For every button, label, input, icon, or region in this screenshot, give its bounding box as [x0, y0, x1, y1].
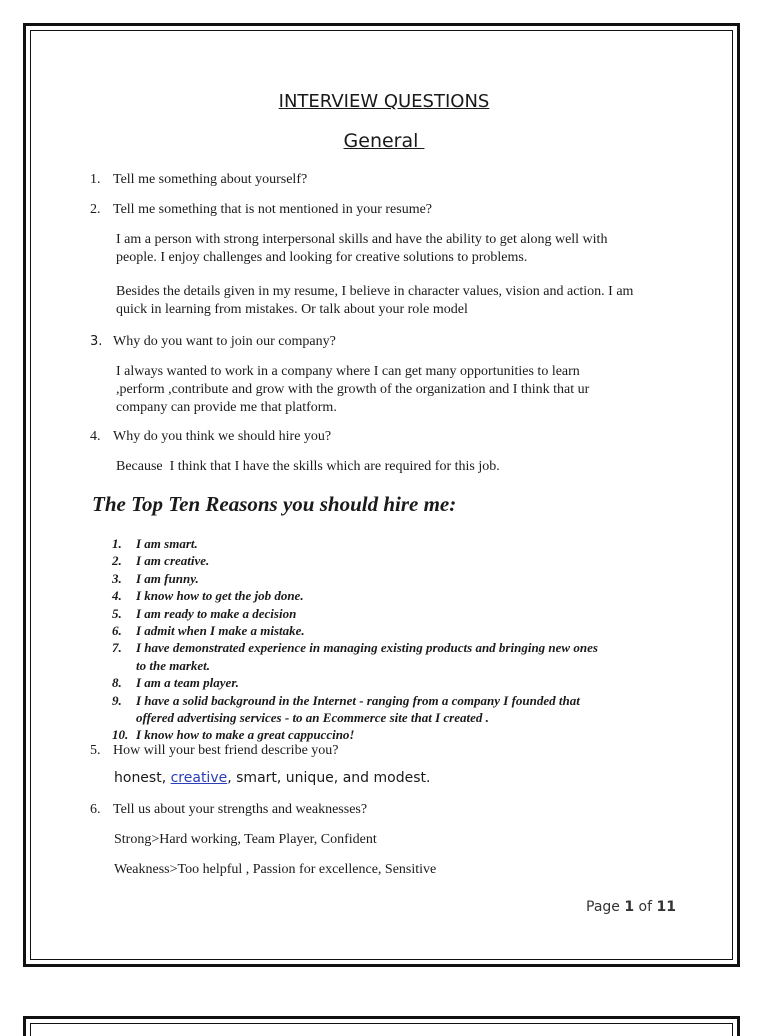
answer-line: ,perform ,contribute and grow with the growth of the organization and I think that ur	[116, 382, 590, 397]
question-number: 2.	[90, 202, 101, 217]
answer-paragraph	[116, 231, 607, 267]
answer-line: Besides the details given in my resume, I believe in character values, vision and action. I am	[116, 284, 634, 299]
list-item	[112, 570, 598, 587]
list-text: I am ready to make a decision	[136, 605, 297, 621]
list-number: 2.	[112, 553, 122, 569]
question-number: 3.	[90, 334, 103, 349]
question-number: 1.	[90, 172, 101, 187]
list-text: I admit when I make a mistake.	[136, 623, 305, 639]
answer-paragraph	[116, 363, 589, 417]
answer-line: I always wanted to work in a company where I can get many opportunities to learn	[116, 364, 580, 379]
document-title: INTERVIEW QUESTIONS	[278, 91, 490, 112]
question-text: How will your best friend describe you?	[113, 743, 339, 758]
list-number: 7.	[112, 640, 122, 656]
answer-text	[114, 770, 430, 786]
list-item	[112, 726, 598, 743]
list-text: I have a solid background in the Internet - ranging from a company I founded that	[136, 692, 580, 708]
current-page: 1	[624, 899, 635, 915]
answer-paragraph	[116, 283, 633, 319]
total-pages: 11	[656, 899, 676, 915]
answer-line: quick in learning from mistakes. Or talk about your role model	[116, 302, 468, 317]
answer-line: company can provide me that platform.	[116, 400, 337, 415]
page-label: Page	[586, 899, 625, 915]
list-number: 3.	[112, 570, 122, 586]
list-item	[112, 639, 598, 674]
list-item	[112, 674, 598, 691]
question-text: Why do you want to join our company?	[113, 334, 336, 349]
answer-line: I am a person with strong interpersonal skills and have the ability to get along well with	[116, 232, 608, 247]
answer-line: people. I enjoy challenges and looking for creative solutions to problems.	[116, 250, 528, 265]
list-text: I have demonstrated experience in managing existing products and bringing new ones	[136, 640, 598, 656]
list-number: 1.	[112, 536, 122, 551]
list-number: 4.	[112, 588, 122, 604]
list-number: 5.	[112, 605, 122, 621]
list-item	[112, 622, 598, 639]
list-item	[112, 535, 598, 552]
list-text: I am funny.	[136, 570, 199, 586]
creative-link[interactable]: creative	[170, 770, 228, 786]
list-number: 10.	[112, 727, 129, 743]
list-number: 9.	[112, 692, 122, 708]
question-text: Tell us about your strengths and weaknesses?	[113, 802, 368, 817]
answer-text-start: honest,	[114, 770, 171, 786]
next-page-inner-border	[30, 1023, 733, 1036]
strengths-text: Strong>Hard working, Team Player, Confident	[114, 832, 377, 847]
section-title: General	[343, 130, 425, 152]
list-item	[112, 587, 598, 604]
question-number: 4.	[90, 429, 101, 444]
answer-text: Because I think that I have the skills which are required for this job.	[116, 459, 500, 474]
list-text: to the market.	[136, 657, 211, 673]
list-item	[112, 692, 598, 727]
question-text: Tell me something that is not mentioned in your resume?	[113, 202, 433, 217]
question-number: 6.	[90, 802, 101, 817]
question-number: 5.	[90, 743, 101, 758]
question-text: Tell me something about yourself?	[113, 172, 308, 187]
list-text: I am a team player.	[136, 675, 239, 691]
top-ten-list	[112, 535, 598, 744]
question-text: Why do you think we should hire you?	[113, 429, 332, 444]
list-number: 6.	[112, 623, 122, 639]
list-item	[112, 605, 598, 622]
list-item	[112, 552, 598, 569]
top-ten-heading: The Top Ten Reasons you should hire me:	[92, 492, 457, 516]
page-number	[586, 899, 676, 915]
list-text: I am smart.	[136, 536, 198, 551]
list-text: I am creative.	[136, 553, 210, 569]
answer-text-end: , smart, unique, and modest.	[227, 770, 431, 786]
list-text: offered advertising services - to an Ecommerce site that I created .	[136, 710, 489, 726]
next-page-border	[23, 1016, 740, 1036]
of-label: of	[634, 899, 657, 915]
list-text: I know how to get the job done.	[136, 588, 304, 604]
list-number: 8.	[112, 675, 122, 691]
weaknesses-text: Weakness>Too helpful , Passion for excellence, Sensitive	[114, 862, 437, 877]
list-text: I know how to make a great cappuccino!	[136, 727, 355, 743]
